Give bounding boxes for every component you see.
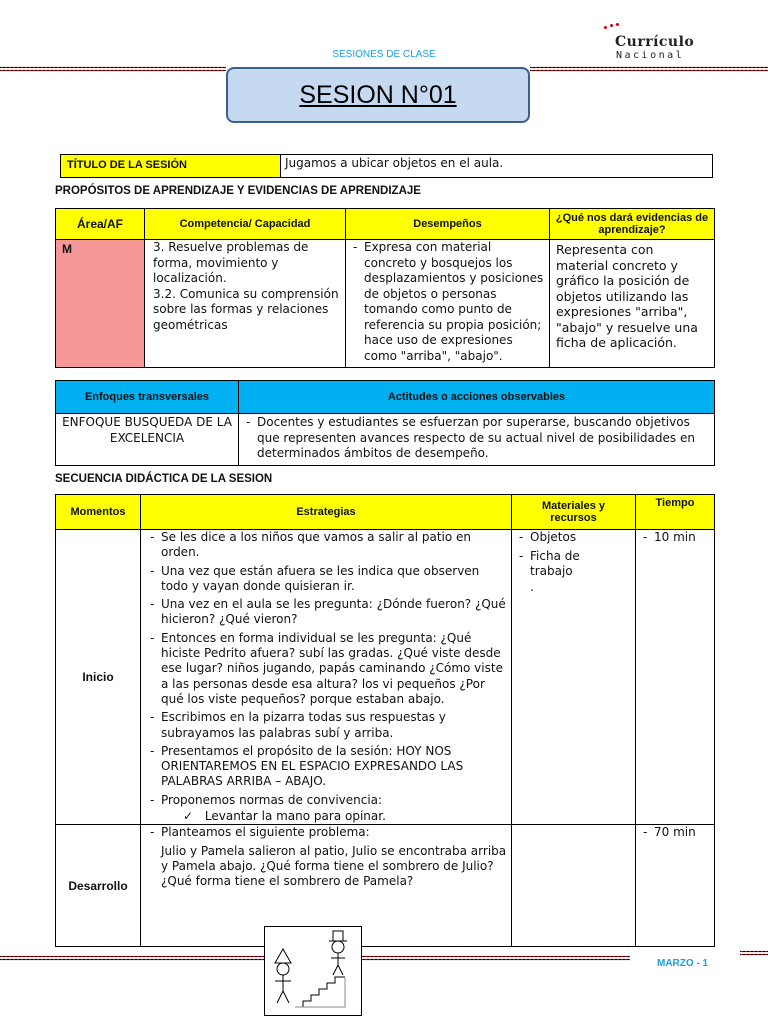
evidencia-cell: Representa con material concreto y gráfico la posición de objetos utilizando las expresiones "arriba", "abajo" y resuelve una ficha de aplicación. [550, 240, 715, 368]
session-title-label: TÍTULO DE LA SESIÓN [61, 155, 281, 178]
header-divider-right [530, 66, 768, 72]
logo-title: Currículo [615, 34, 695, 50]
header-label: SESIONES DE CLASE [332, 49, 436, 60]
session-title-box [226, 67, 530, 123]
sequence-table [55, 494, 715, 947]
inicio-item: - Una vez en el aula se les pregunta: ¿Dónde fueron? ¿Qué hicieron? ¿Qué vieron? [147, 597, 507, 628]
checkmark-icon: ✓ [183, 809, 194, 824]
norm-text: Levantar la mano para opinar. [204, 809, 386, 824]
inicio-item: - Se les dice a los niños que vamos a salir al patio en orden. [147, 530, 507, 561]
session-title-table [60, 154, 713, 178]
inicio-time: - 10 min [640, 530, 710, 546]
purposes-heading: PROPÓSITOS DE APRENDIZAJE Y EVIDENCIAS DE APRENDIZAJE [55, 185, 421, 197]
desarrollo-time-cell [636, 825, 715, 947]
norm-row [147, 809, 507, 824]
stairs-illustration [264, 926, 362, 1016]
inicio-item: - Presentamos el propósito de la sesión: HOY NOS ORIENTAREMOS EN EL ESPACIO EXPRESANDO LAS PALABRAS ARRIBA – ABAJO. [147, 744, 507, 790]
inicio-item: - Escribimos en la pizarra todas sus respuestas y subrayamos las palabras subí y arriba. [147, 710, 507, 741]
logo-subtitle: Nacional [616, 50, 685, 61]
footer-page-label: MARZO - 1 [657, 958, 709, 969]
competencia-text: 3. Resuelve problemas de forma, movimiento y localización. [153, 240, 309, 285]
col-actitudes: Actitudes o acciones observables [239, 381, 715, 414]
actitud-cell [239, 414, 715, 466]
competencia-cell [145, 240, 346, 368]
capacidad-text: 3.2. Comunica su comprensión sobre las formas y relaciones geométricas [153, 286, 339, 332]
desarrollo-item: - Planteamos el siguiente problema: [147, 825, 507, 840]
col-momentos: Momentos [56, 495, 141, 530]
session-title-value: Jugamos a ubicar objetos en el aula. [281, 155, 713, 178]
col-materiales: Materiales y recursos [512, 495, 636, 530]
desempeno-text: - Expresa con material concreto y bosquejos los desplazamientos y posiciones de objetos o personas tomando como punto de referencia su propia posición; hace uso de expresiones como "arriba", "abajo". [350, 240, 547, 364]
inicio-time-cell [636, 530, 715, 825]
col-area: Área/AF [56, 209, 145, 240]
desempeno-cell [346, 240, 550, 368]
desarrollo-materials [512, 825, 636, 947]
inicio-item: - Una vez que están afuera se les indica que observen todo y vayan donde quisieran ir. [147, 564, 507, 595]
desarrollo-time: - 70 min [640, 825, 710, 841]
logo-dot [616, 23, 619, 26]
logo-dot [604, 26, 607, 29]
approaches-table [55, 380, 715, 466]
inicio-item: - Entonces en forma individual se les pregunta: ¿Qué hiciste Pedrito afuera? subí las gradas. ¿Qué viste desde ese lugar? niños jugando, papás caminando ¿Cómo viste a las personas desde esa altura? los vi pequeños ¿Por qué los viste pequeños? porque estaban abajo. [147, 631, 507, 707]
col-tiempo: Tiempo [636, 495, 715, 530]
material-item: - Objetos [516, 530, 631, 546]
enfoque-cell: ENFOQUE BUSQUEDA DE LA EXCELENCIA [56, 414, 239, 466]
col-competencia: Competencia/ Capacidad [145, 209, 346, 240]
moment-desarrollo: Desarrollo [56, 825, 141, 947]
session-number-title: SESION N°01 [299, 80, 457, 109]
purposes-table [55, 208, 715, 368]
header-divider-left [0, 66, 226, 72]
col-estrategias: Estrategias [141, 495, 512, 530]
area-cell: M [56, 240, 145, 368]
inicio-item: - Proponemos normas de convivencia: [147, 793, 507, 808]
sequence-heading: SECUENCIA DIDÁCTICA DE LA SESION [55, 473, 273, 485]
col-enfoques: Enfoques transversales [56, 381, 239, 414]
footer-divider-right [740, 950, 768, 956]
children-on-stairs-image [265, 927, 361, 1015]
col-desempenos: Desempeños [346, 209, 550, 240]
logo-dot [610, 24, 613, 27]
inicio-strategies [141, 530, 512, 825]
desarrollo-problem: Julio y Pamela salieron al patio, Julio se encontraba arriba y Pamela abajo. ¿Qué forma tiene el sombrero de Julio? ¿Qué forma tiene el sombrero de Pamela? [161, 843, 507, 889]
moment-inicio: Inicio [56, 530, 141, 825]
material-item: - Ficha de trabajo . [516, 549, 580, 596]
actitud-text: - Docentes y estudiantes se esfuerzan por superarse, buscando objetivos que representen avances respecto de su actual nivel de posibilidades en determinados ámbitos de desempeño. [243, 415, 712, 462]
col-evidencias: ¿Qué nos dará evidencias de aprendizaje? [550, 209, 715, 240]
inicio-materials [512, 530, 636, 825]
